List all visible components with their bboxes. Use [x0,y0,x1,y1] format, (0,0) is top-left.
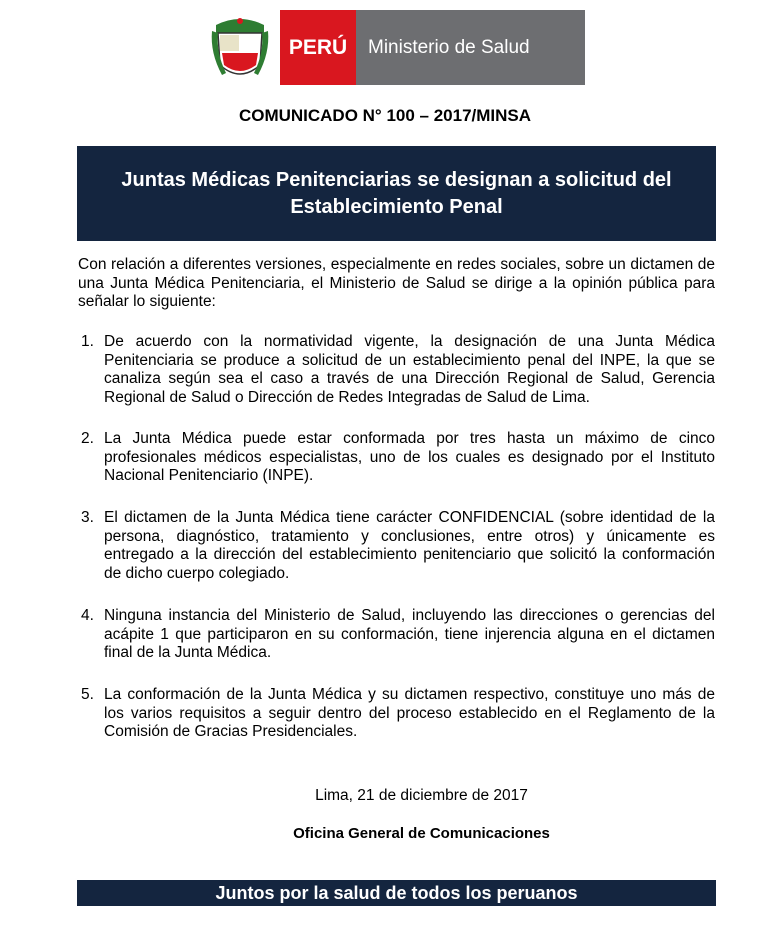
communique-number: COMUNICADO N° 100 – 2017/MINSA [238,106,532,125]
ministry-label: Ministerio de Salud [356,10,585,85]
date-line: Lima, 21 de diciembre de 2017 [315,787,528,804]
list-item-text: La Junta Médica puede estar conformada por tres hasta un máximo de cinco profesionales médicos especialistas, uno de los cuales es designado por el Instituto Nacional Penitenciario (INPE). [104,430,715,484]
office-signature: Oficina General de Comunicaciones [293,825,550,842]
ministry-logo [210,10,585,85]
list-item-number: 1. [81,333,94,350]
headline-banner: Juntas Médicas Penitenciarias se designan a solicitud del Establecimiento Penal [77,146,716,241]
list-item [78,686,715,742]
list-item [78,607,715,663]
list-item-number: 2. [81,430,94,447]
list-item-text: Ninguna instancia del Ministerio de Salud, incluyendo las direcciones o gerencias del acápite 1 que participaron en su conformación, tiene injerencia alguna en el dictamen final de la Junta Médica. [104,607,715,661]
footer-banner: Juntos por la salud de todos los peruanos [77,880,716,906]
list-item [78,333,715,407]
list-item [78,430,715,486]
list-item-text: De acuerdo con la normatividad vigente, la designación de una Junta Médica Penitenciaria se produce a solicitud de un establecimiento penal del INPE, la que se canaliza según sea el caso a través de una Dirección Regional de Salud, Gerencia Regional de Salud o Dirección de Redes Integradas de Salud de Lima. [104,333,715,406]
list-item-number: 4. [81,607,94,624]
coat-of-arms-icon [210,13,270,85]
list-item-number: 3. [81,509,94,526]
intro-paragraph: Con relación a diferentes versiones, especialmente en redes sociales, sobre un dictamen de una Junta Médica Penitenciaria, el Ministerio de Salud se dirige a la opinión pública para señalar lo siguiente: [78,256,715,310]
list-item-number: 5. [81,686,94,703]
list-item-text: La conformación de la Junta Médica y su dictamen respectivo, constituye uno más de los varios requisitos a seguir dentro del proceso establecido en el Reglamento de la Comisión de Gracias Presidenciales. [104,686,715,740]
peru-label: PERÚ [280,10,356,85]
list-item [78,509,715,583]
list-item-text: El dictamen de la Junta Médica tiene carácter CONFIDENCIAL (sobre identidad de la persona, diagnóstico, tratamiento y conclusiones, entre otros) y únicamente es entregado a la dirección del establecimiento penitenciario que solicitó la conformación de dicho cuerpo colegiado. [104,509,715,582]
